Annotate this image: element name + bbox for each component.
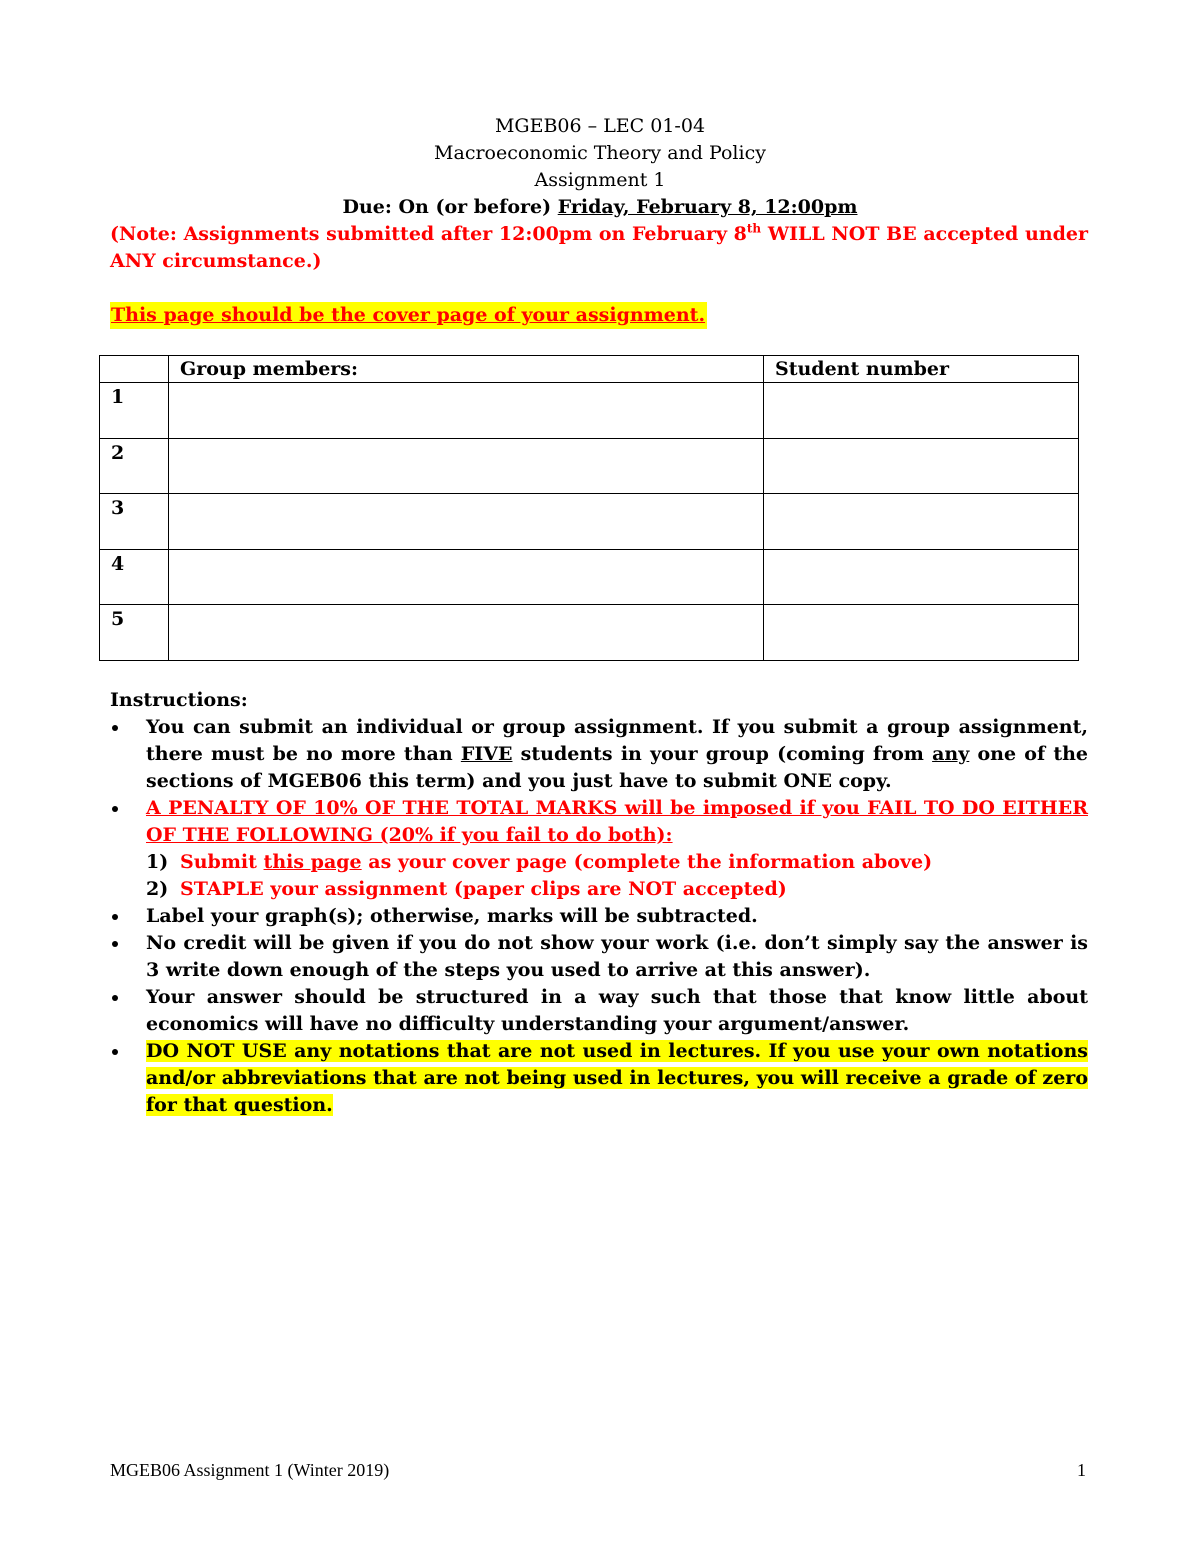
bullet-icon: [112, 1049, 118, 1055]
group-members-table: [99, 355, 1079, 661]
list-item: [110, 795, 1088, 849]
bullet-icon: [112, 725, 118, 731]
student-number-cell[interactable]: [764, 549, 1079, 605]
late-note-before: (Note: Assignments submitted after 12:00pm on February 8: [110, 223, 747, 245]
late-note-sup: th: [746, 221, 762, 236]
header-cell-student-number: Student number: [764, 356, 1079, 383]
member-name-cell[interactable]: [169, 549, 764, 605]
assignment-title: Assignment 1: [534, 169, 666, 191]
row-number: 4: [100, 549, 169, 605]
table-row: [100, 605, 1079, 661]
sub-list-item: [110, 876, 1088, 903]
page-number: 1: [1077, 1460, 1086, 1480]
instruction-emphasis: any: [932, 743, 970, 765]
table-row: [100, 494, 1079, 550]
member-name-cell[interactable]: [169, 494, 764, 550]
row-number: 3: [100, 494, 169, 550]
instruction-text: Submit: [180, 851, 264, 873]
instruction-text: Your answer should be structured in a way such that those that know little about economics will have no difficulty understanding your argument/answer.: [146, 986, 1088, 1035]
student-number-cell[interactable]: [764, 383, 1079, 439]
list-item: [110, 984, 1088, 1038]
bullet-icon: [112, 806, 118, 812]
member-name-cell[interactable]: [169, 605, 764, 661]
instructions-title: Instructions:: [110, 689, 248, 711]
student-number-cell[interactable]: [764, 438, 1079, 494]
list-item: [110, 1038, 1088, 1119]
instruction-text: No credit will be given if you do not show your work (i.e. don’t simply say the answer is 3 write down enough of the steps you used to arrive at this answer).: [146, 932, 1088, 981]
row-number: 5: [100, 605, 169, 661]
list-item: [110, 903, 1088, 930]
due-prefix: Due: On (or before): [342, 196, 558, 218]
list-item: [110, 930, 1088, 984]
course-title: Macroeconomic Theory and Policy: [434, 142, 766, 164]
due-line: [110, 194, 1090, 221]
header-cell-members: Group members:: [169, 356, 764, 383]
instruction-text: STAPLE your assignment (paper clips are NOT accepted): [180, 878, 787, 900]
row-number: 2: [100, 438, 169, 494]
penalty-warning: A PENALTY OF 10% OF THE TOTAL MARKS will be imposed if you FAIL TO DO EITHER OF THE FOLLOWING (20% if you fail to do both):: [146, 797, 1088, 846]
table-row: [100, 438, 1079, 494]
student-number-cell[interactable]: [764, 494, 1079, 550]
instruction-text: one of the sections of MGEB06 this term) and you just have to submit ONE copy.: [146, 743, 1088, 792]
sub-item-number: 2): [146, 878, 169, 900]
instruction-text: You can submit an individual or group assignment. If you submit a group assignment, there must be no more than: [146, 716, 1088, 765]
sub-list-item: [110, 849, 1088, 876]
student-number-cell[interactable]: [764, 605, 1079, 661]
list-item: [110, 714, 1088, 795]
header-cell-number: [100, 356, 169, 383]
notation-warning: DO NOT USE any notations that are not used in lectures. If you use your own notations and/or abbreviations that are not being used in lectures, you will receive a grade of zero for that question.: [146, 1040, 1088, 1116]
table-header-row: [100, 356, 1079, 383]
due-date: Friday, February 8, 12:00pm: [557, 196, 858, 218]
member-name-cell[interactable]: [169, 438, 764, 494]
instruction-emphasis: this page: [263, 851, 362, 873]
bullet-icon: [112, 941, 118, 947]
instruction-emphasis: FIVE: [460, 743, 513, 765]
late-note-after: WILL NOT BE accepted under ANY circumstance.): [110, 223, 1088, 272]
instruction-text: Label your graph(s); otherwise, marks will be subtracted.: [146, 905, 758, 927]
table-row: [100, 383, 1079, 439]
bullet-icon: [112, 914, 118, 920]
footer-label: MGEB06 Assignment 1 (Winter 2019): [110, 1460, 390, 1480]
course-code: MGEB06 – LEC 01-04: [494, 115, 706, 137]
instructions-list: [110, 714, 1088, 1119]
cover-page-notice: This page should be the cover page of your assignment.: [110, 302, 707, 329]
sub-item-number: 1): [146, 851, 169, 873]
row-number: 1: [100, 383, 169, 439]
instruction-text: students in your group (coming from: [512, 743, 933, 765]
table-row: [100, 549, 1079, 605]
late-note: [110, 221, 1088, 275]
bullet-icon: [112, 995, 118, 1001]
member-name-cell[interactable]: [169, 383, 764, 439]
instruction-text: as your cover page (complete the information above): [361, 851, 933, 873]
